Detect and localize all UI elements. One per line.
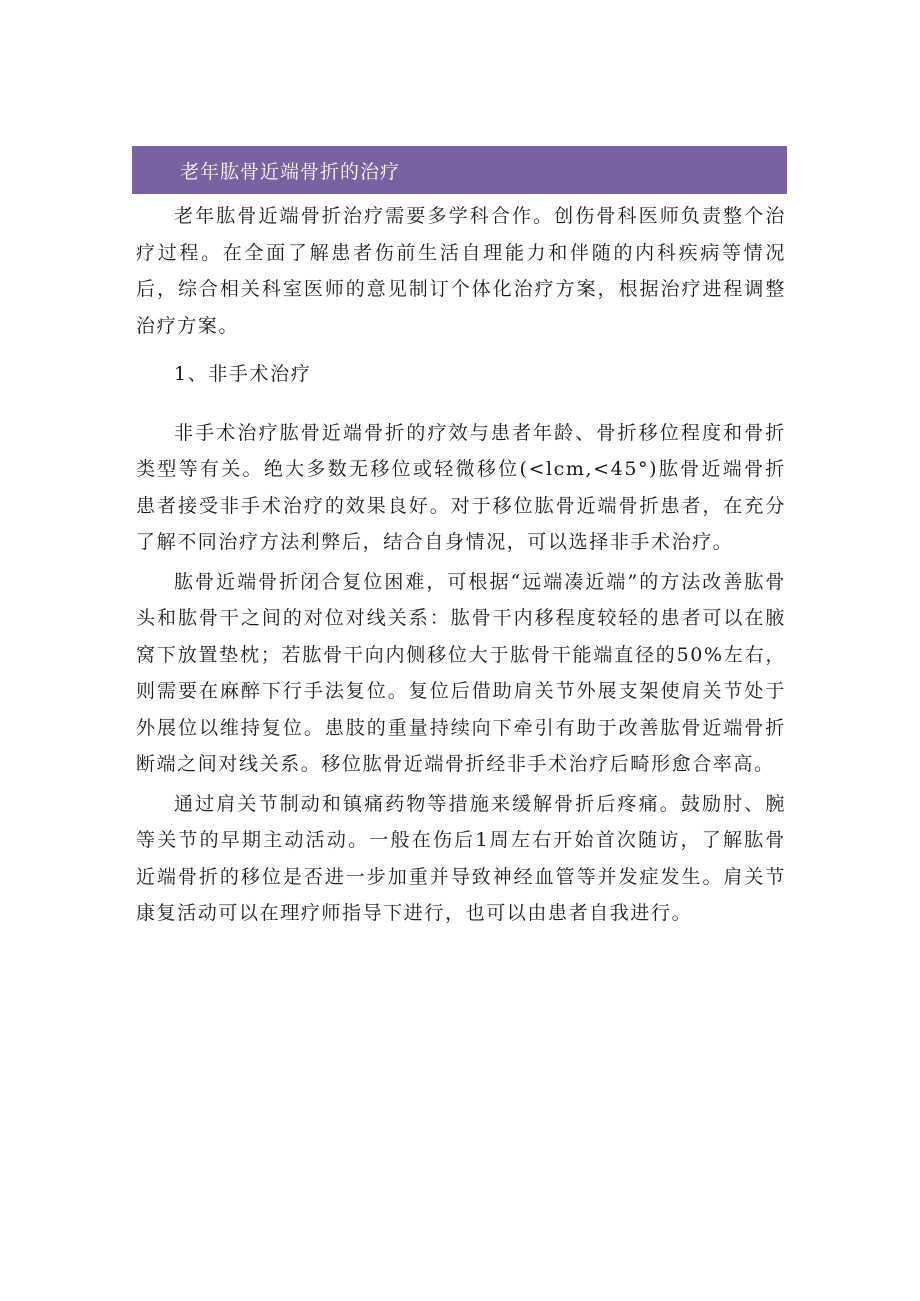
section-heading: 1、非手术治疗 [174, 363, 312, 385]
body-paragraph: 非手术治疗肱骨近端骨折的疗效与患者年龄、骨折移位程度和骨折类型等有关。绝大多数无移位或轻微移位(<lcm,<45°)肱骨近端骨折患者接受非手术治疗的效果良好。对于移位肱骨近端骨折患者，在充分了解不同治疗方法利弊后，结合自身情况，可以选择非手术治疗。 [136, 421, 786, 553]
body-paragraph: 肱骨近端骨折闭合复位困难，可根据“远端凑近端”的方法改善肱骨头和肱骨干之间的对位对线关系：肱骨干内移程度较轻的患者可以在腋窝下放置垫枕；若肱骨干向内侧移位大于肱骨干能端直径的50%左右，则需要在麻醉下行手法复位。复位后借助肩关节外展支架使肩关节处于外展位以维持复位。患肢的重量持续向下牵引有助于改善肱骨近端骨折断端之间对线关系。移位肱骨近端骨折经非手术治疗后畸形愈合率高。 [136, 570, 786, 775]
document-body [136, 198, 786, 932]
intro-paragraph: 老年肱骨近端骨折治疗需要多学科合作。创伤骨科医师负责整个治疗过程。在全面了解患者伤前生活自理能力和伴随的内科疾病等情况后，综合相关科室医师的意见制订个体化治疗方案，根据治疗进程调整治疗方案。 [136, 205, 786, 337]
body-paragraph: 通过肩关节制动和镇痛药物等措施来缓解骨折后疼痛。鼓励肘、腕等关节的早期主动活动。一般在伤后1周左右开始首次随访，了解肱骨近端骨折的移位是否进一步加重并导致神经血管等并发症发生。肩关节康复活动可以在理疗师指导下进行，也可以由患者自我进行。 [136, 792, 786, 924]
title-band [132, 146, 787, 194]
document-title: 老年肱骨近端骨折的治疗 [180, 160, 401, 183]
